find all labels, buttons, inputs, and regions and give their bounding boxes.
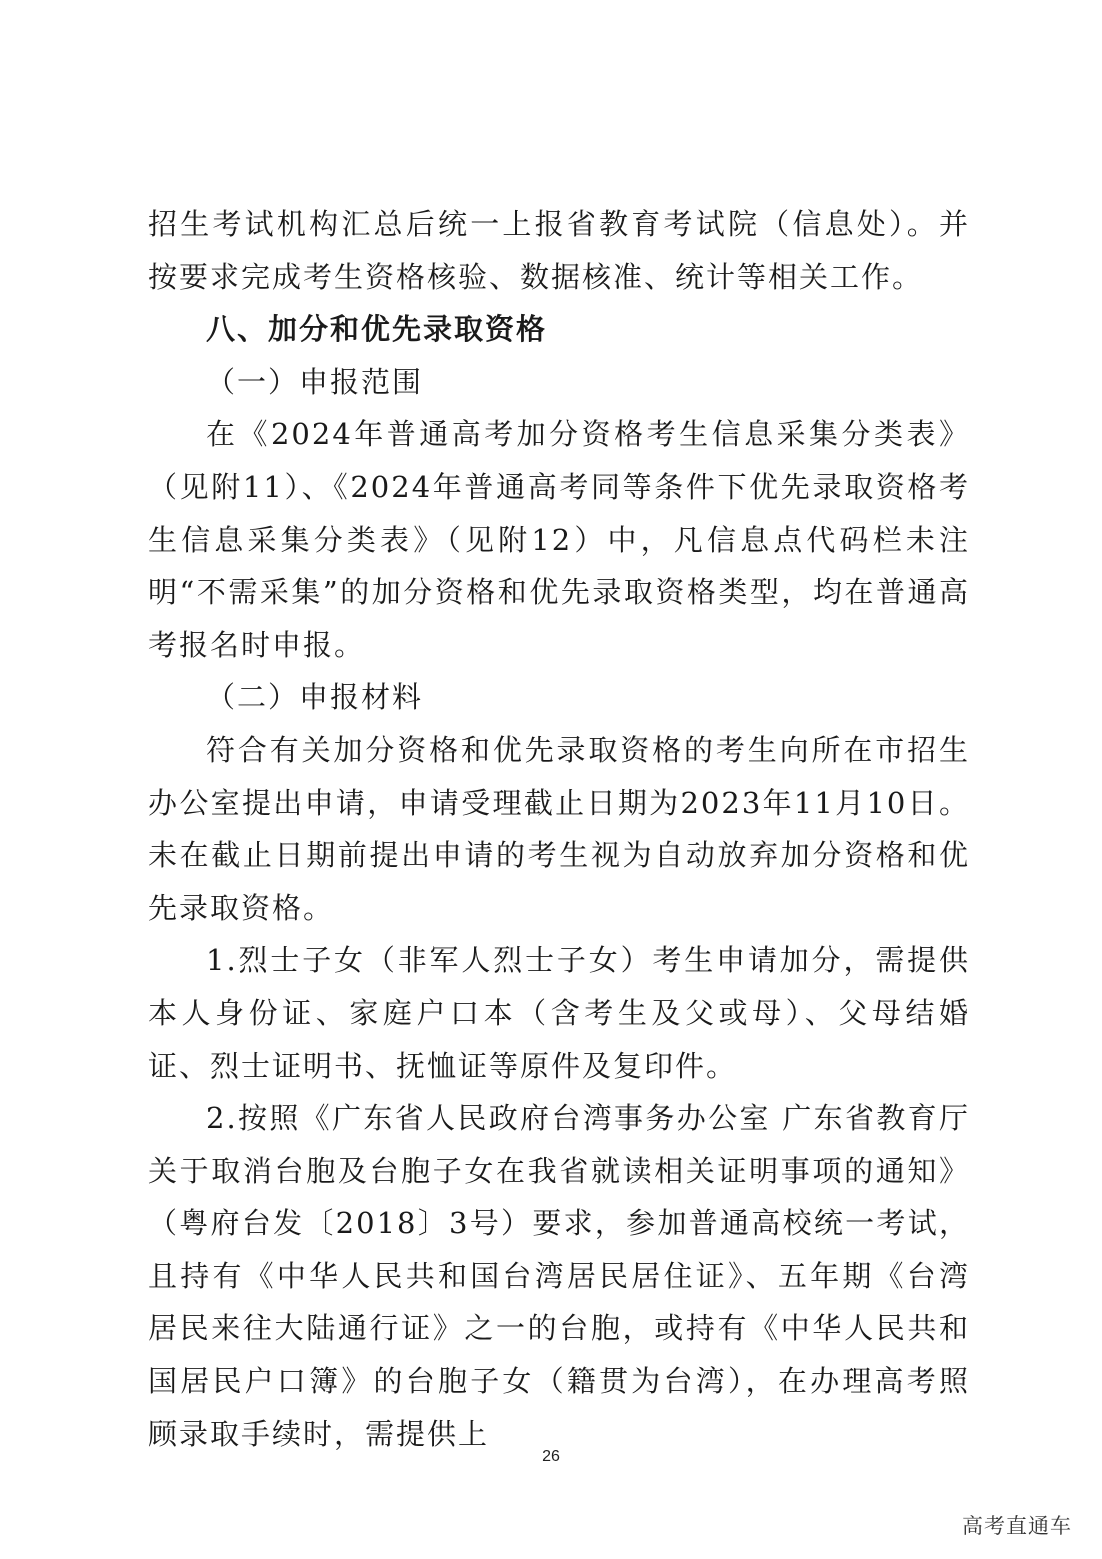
paragraph-continuation: 招生考试机构汇总后统一上报省教育考试院（信息处）。并按要求完成考生资格核验、数据核准、统计等相关工作。 [148, 207, 970, 294]
paragraph-scope: 在《2024年普通高考加分资格考生信息采集分类表》（见附11）、《2024年普通高考同等条件下优先录取资格考生信息采集分类表》（见附12）中，凡信息点代码栏未注明“不需采集”的加分资格和优先录取资格类型，均在普通高考报名时申报。 [148, 417, 970, 662]
paragraph-materials: 符合有关加分资格和优先录取资格的考生向所在市招生办公室提出申请，申请受理截止日期为2023年11月10日。未在截止日期前提出申请的考生视为自动放弃加分资格和优先录取资格。 [148, 732, 970, 925]
document-body [148, 198, 970, 1460]
watermark-text: 高考直通车 [962, 1514, 1072, 1538]
subsection-heading-materials: （二）申报材料 [206, 680, 424, 715]
page-number: 26 [542, 1448, 560, 1465]
paragraph-item-2: 2.按照《广东省人民政府台湾事务办公室 广东省教育厅关于取消台胞及台胞子女在我省就读相关证明事项的通知》（粤府台发〔2018〕3号）要求，参加普通高校统一考试，且持有《中华人民共和国台湾居民居住证》、五年期《台湾居民来往大陆通行证》之一的台胞，或持有《中华人民共和国居民户口簿》的台胞子女（籍贯为台湾），在办理高考照顾录取手续时，需提供上 [148, 1101, 970, 1451]
subsection-heading-scope: （一）申报范围 [206, 364, 424, 399]
paragraph-item-1: 1.烈士子女（非军人烈士子女）考生申请加分，需提供本人身份证、家庭户口本（含考生及父或母）、父母结婚证、烈士证明书、抚恤证等原件及复印件。 [148, 943, 970, 1083]
section-heading-8: 八、加分和优先录取资格 [206, 312, 548, 347]
